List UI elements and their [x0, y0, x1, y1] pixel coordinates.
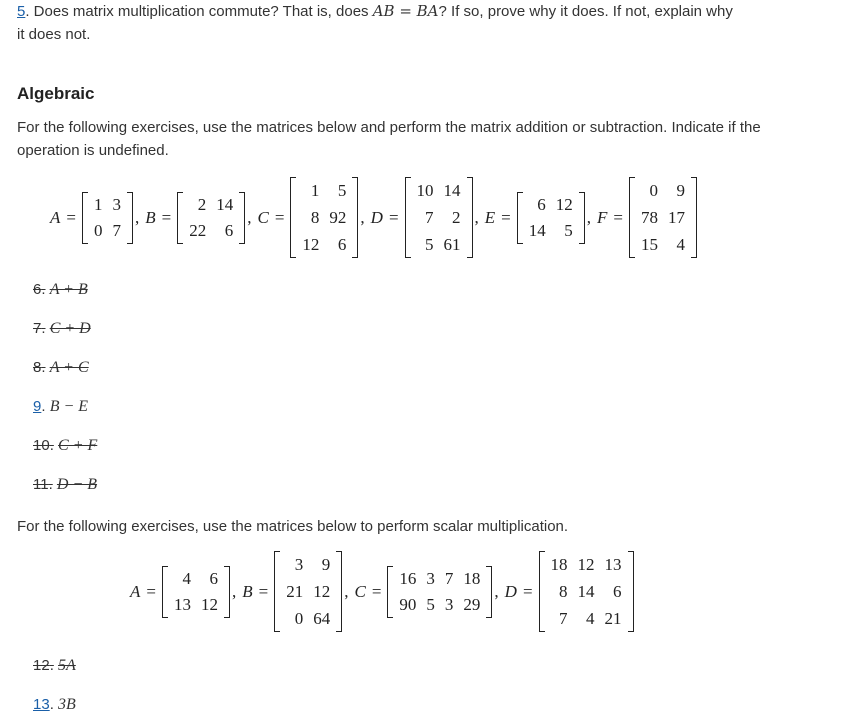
matrix-cell: 5: [564, 220, 573, 240]
exercise-expression: C + F: [58, 437, 98, 454]
matrix-cell: 6: [209, 568, 218, 588]
matrix-cell: 12: [313, 582, 331, 601]
question-5-text-before: . Does matrix multiplication commute? That is, does: [25, 3, 373, 20]
matrix-cell: 13: [604, 555, 622, 574]
matrix-cell: 9: [321, 555, 331, 574]
exercise-8: [33, 357, 89, 379]
exercise-dot: .: [49, 437, 54, 454]
matrix-a: [82, 192, 133, 244]
matrix-label-b: B: [242, 581, 253, 601]
comma-separator: ,: [247, 207, 252, 227]
matrix-cell: 4: [676, 235, 685, 254]
matrix-cell: 22: [189, 220, 207, 240]
exercise-13: [33, 694, 76, 716]
comma-separator: ,: [494, 581, 499, 601]
matrix-label-b: B: [145, 207, 156, 227]
exercise-dot: .: [41, 359, 46, 376]
matrix-cell: 9: [676, 181, 685, 200]
matrix-cell: 2: [197, 194, 207, 214]
matrix-cell: 13: [173, 594, 191, 614]
matrix-cell: 8: [310, 208, 320, 227]
exercise-expression: D − B: [56, 476, 98, 493]
algebraic-intro-line1: For the following exercises, use the matrices below and perform the matrix addition or subtraction. Indicate if the: [17, 119, 761, 136]
matrix-label-a: A: [50, 207, 61, 227]
matrix-a: [162, 566, 230, 618]
matrix-cell: 21: [604, 609, 622, 628]
exercise-6: [33, 279, 88, 301]
matrix-c: [290, 177, 358, 258]
scalar-intro: For the following exercises, use the matrices below to perform scalar multiplication.: [17, 518, 569, 535]
matrix-cell: 6: [537, 194, 546, 214]
exercise-number-link[interactable]: 11: [33, 476, 49, 493]
matrix-d: [405, 177, 473, 258]
matrix-cell: 6: [224, 220, 234, 240]
matrix-b: [177, 192, 245, 244]
exercise-expression: 5A: [58, 657, 76, 674]
matrix-label-a: A: [130, 581, 141, 601]
exercise-number-link[interactable]: 6: [33, 281, 42, 298]
matrix-d: [539, 551, 634, 632]
matrix-cell: 7: [559, 609, 568, 628]
matrix-cell: 12: [200, 594, 218, 614]
comma-separator: ,: [231, 581, 237, 601]
exercise-dot: .: [49, 696, 54, 713]
matrix-cell: 12: [302, 235, 320, 254]
comma-separator: ,: [474, 207, 479, 227]
question-5-link[interactable]: 5: [17, 3, 26, 20]
matrix-cell: 0: [93, 220, 103, 240]
exercise-number-link[interactable]: 10: [33, 437, 50, 454]
exercise-expression: A + B: [49, 281, 88, 298]
exercise-expression: B − E: [49, 398, 89, 415]
matrix-cell: 12: [577, 555, 595, 574]
matrix-cell: 14: [443, 181, 461, 200]
matrix-e: [517, 192, 585, 244]
matrix-cell: 5: [426, 594, 435, 614]
matrix-label-d: D: [504, 581, 517, 601]
exercise-number-link[interactable]: 7: [33, 320, 42, 337]
matrix-cell: 18: [463, 568, 481, 588]
equals-sign: =: [522, 581, 533, 601]
comma-separator: ,: [360, 207, 365, 227]
exercise-10: [33, 435, 97, 457]
matrix-cell: 10: [416, 181, 434, 200]
comma-separator: ,: [344, 581, 349, 601]
matrix-set-2: [128, 551, 634, 632]
matrix-label-c: C: [257, 207, 269, 227]
matrix-cell: 5: [425, 235, 434, 254]
matrix-label-e: E: [484, 207, 496, 227]
matrix-cell: 92: [329, 208, 347, 227]
matrix-c: [387, 566, 492, 618]
matrix-cell: 14: [216, 194, 234, 214]
matrix-b: [274, 551, 342, 632]
matrix-set-1: [48, 177, 697, 258]
matrix-cell: 1: [310, 181, 320, 200]
matrix-cell: 7: [444, 568, 454, 588]
matrix-cell: 14: [577, 582, 595, 601]
equals-sign: =: [501, 207, 511, 227]
exercise-expression: 3B: [58, 696, 76, 713]
matrix-cell: 6: [337, 235, 347, 254]
matrix-cell: 16: [399, 568, 417, 588]
exercise-number-link[interactable]: 9: [33, 398, 42, 415]
matrix-cell: 3: [426, 568, 435, 588]
matrix-cell: 15: [641, 235, 658, 254]
question-5-text-after: ? If so, prove why it does. If not, explain why: [438, 3, 733, 20]
matrix-cell: 78: [641, 208, 658, 227]
matrix-cell: 3: [112, 194, 121, 214]
exercise-dot: .: [48, 476, 53, 493]
matrix-cell: 3: [444, 594, 454, 614]
matrix-cell: 0: [294, 609, 304, 628]
matrix-cell: 64: [313, 609, 331, 628]
matrix-label-d: D: [370, 207, 383, 227]
matrix-label-c: C: [354, 581, 366, 601]
algebraic-intro-line2: operation is undefined.: [17, 142, 169, 159]
matrix-cell: 4: [586, 609, 595, 628]
question-5-math: AB = BA: [372, 2, 439, 20]
exercise-dot: .: [41, 281, 46, 298]
equals-sign: =: [388, 207, 399, 227]
matrix-cell: 14: [528, 220, 546, 240]
exercise-12: [33, 655, 76, 677]
matrix-cell: 17: [668, 208, 685, 227]
matrix-cell: 61: [443, 235, 461, 254]
matrix-cell: 29: [463, 594, 481, 614]
matrix-cell: 4: [182, 568, 191, 588]
equals-sign: =: [66, 207, 76, 227]
exercise-number-link[interactable]: 8: [33, 359, 42, 376]
matrix-f: [629, 177, 697, 258]
question-5-line2: it does not.: [17, 26, 91, 43]
exercise-dot: .: [49, 657, 54, 674]
equals-sign: =: [613, 207, 623, 227]
algebraic-intro: [17, 116, 761, 162]
matrix-cell: 3: [294, 555, 304, 574]
exercise-expression: A + C: [49, 359, 89, 376]
exercise-number-link[interactable]: 12: [33, 657, 50, 674]
exercise-dot: .: [41, 320, 46, 337]
equals-sign: =: [371, 581, 382, 601]
matrix-cell: 90: [399, 594, 417, 614]
exercise-9: [33, 396, 88, 418]
matrix-cell: 5: [337, 181, 347, 200]
matrix-cell: 7: [112, 220, 121, 240]
matrix-cell: 12: [555, 194, 573, 214]
equals-sign: =: [274, 207, 285, 227]
matrix-label-f: F: [597, 207, 608, 227]
matrix-cell: 0: [649, 181, 658, 200]
exercise-7: [33, 318, 91, 340]
matrix-cell: 1: [93, 194, 103, 214]
section-heading-algebraic: Algebraic: [17, 84, 95, 103]
equals-sign: =: [161, 207, 172, 227]
matrix-cell: 21: [286, 582, 304, 601]
question-5: [17, 0, 733, 46]
exercise-number-link[interactable]: 13: [33, 696, 50, 713]
exercise-11: [33, 474, 97, 496]
matrix-cell: 6: [613, 582, 622, 601]
matrix-cell: 7: [425, 208, 434, 227]
equals-sign: =: [146, 581, 156, 601]
comma-separator: ,: [134, 207, 140, 227]
matrix-cell: 2: [452, 208, 461, 227]
exercise-dot: .: [41, 398, 46, 415]
matrix-cell: 18: [550, 555, 568, 574]
matrix-cell: 8: [559, 582, 568, 601]
comma-separator: ,: [586, 207, 592, 227]
exercise-expression: C + D: [49, 320, 91, 337]
equals-sign: =: [258, 581, 269, 601]
